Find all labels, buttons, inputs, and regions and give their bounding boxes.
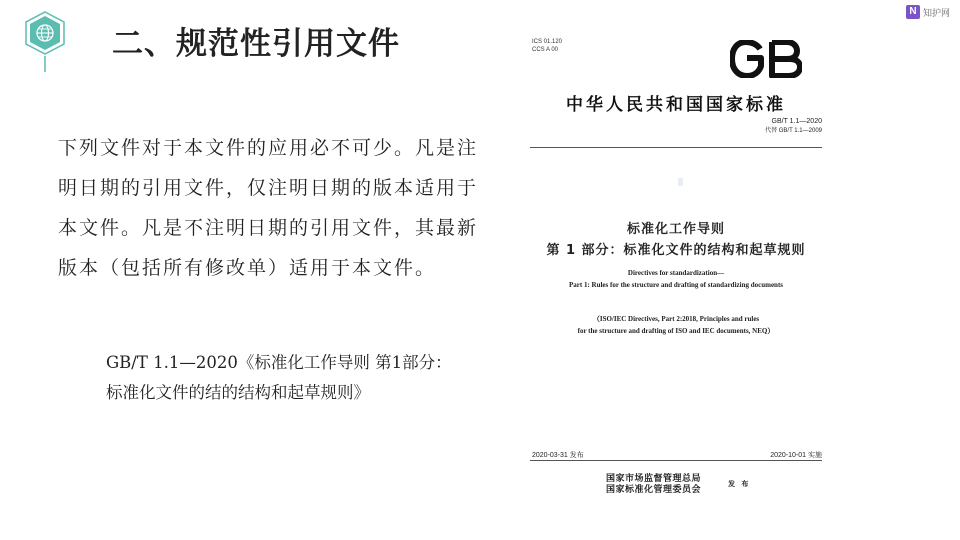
- standard-number: [765, 118, 822, 134]
- replaces-number: 代替 GB/T 1.1—2009: [765, 128, 822, 134]
- cover-title-en-1: Directives for standardization—: [627, 269, 725, 277]
- reference-line: GB/T 1.1—2020《标准化工作导则 第1部分：: [106, 353, 452, 372]
- paragraph-line: 本文件。凡是不注明日期的引用文件，其最新: [58, 217, 479, 239]
- slide-title: 二、规范性引用文件: [112, 26, 400, 62]
- watermark-logo-icon: N: [906, 5, 920, 19]
- issuer-line: 国家标准化管理委员会: [606, 485, 702, 495]
- issue-date: 2020-03-31 发布: [532, 452, 584, 459]
- reference-citation: [106, 348, 486, 408]
- ics-label: ICS 01.120: [532, 39, 563, 45]
- ics-code: [532, 38, 562, 54]
- gb-logo-icon: [730, 40, 802, 82]
- paragraph-line: 明日期的引用文件，仅注明日期的版本适用于: [58, 177, 479, 199]
- cover-iso-1: （ISO/IEC Directives, Part 2:2018, Principles and rules: [592, 315, 760, 323]
- body-paragraph: [58, 128, 498, 288]
- cover-rule-top: [530, 147, 822, 148]
- globe-icon: [22, 10, 68, 72]
- watermark-text: 知护网: [922, 8, 950, 19]
- cover-title-cn-1: 标准化工作导则: [626, 222, 725, 237]
- issued-label: 发 布: [728, 479, 751, 488]
- cover-title-cn-2: 第 1 部分：标准化文件的结构和起草规则: [546, 243, 806, 258]
- national-standard-heading: 中华人民共和国国家标准: [566, 95, 786, 115]
- standard-cover-image: [520, 28, 832, 506]
- issuer: [606, 474, 726, 496]
- paragraph-line: 下列文件对于本文件的应用必不可少。凡是注: [58, 137, 479, 159]
- cover-speck: [678, 178, 683, 186]
- cover-iso-2: for the structure and drafting of ISO and IEC documents, NEQ）: [577, 327, 775, 335]
- implement-date: 2020-10-01 实施: [770, 452, 822, 459]
- paragraph-line: 版本（包括所有修改单）适用于本文件。: [58, 257, 437, 279]
- reference-line: 标准化文件的结的结构和起草规则》: [106, 383, 370, 402]
- cover-rule-bottom: [530, 460, 822, 461]
- cover-title-en-2: Part 1: Rules for the structure and drafting of standardizing documents: [568, 281, 783, 289]
- std-number: GB/T 1.1—2020: [771, 118, 822, 125]
- ccs-label: CCS A 00: [532, 47, 559, 53]
- watermark: [906, 5, 950, 19]
- issuer-line: 国家市场监督管理总局: [606, 474, 702, 484]
